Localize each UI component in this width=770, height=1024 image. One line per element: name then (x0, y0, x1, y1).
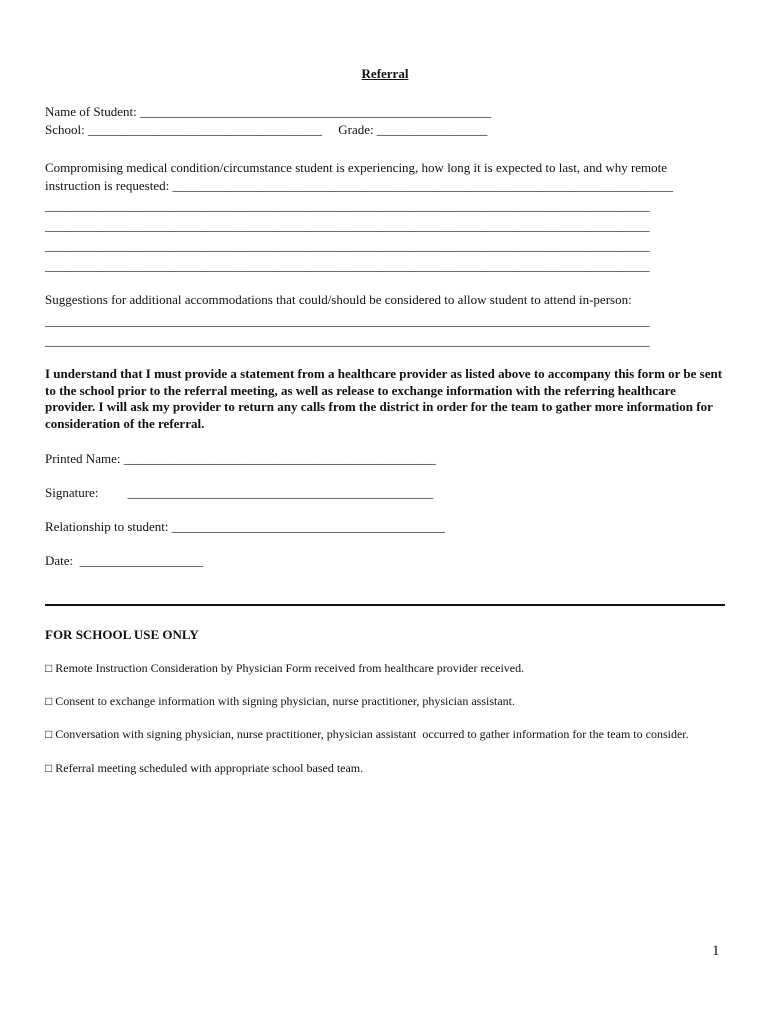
answer-blank-line: _____________________________________________________________________________________________ (45, 218, 650, 233)
date-field: Date: ___________________ (45, 553, 204, 568)
school-use-heading: FOR SCHOOL USE ONLY (45, 627, 199, 642)
school-grade-field: School: ____________________________________ Grade: _________________ (45, 122, 488, 137)
answer-blank-line: _____________________________________________________________________________________________ (45, 258, 650, 273)
page-title: Referral (361, 66, 409, 81)
answer-blank-line: _____________________________________________________________________________________________ (45, 198, 650, 213)
medical-condition-question-line2: instruction is requested: _____________________________________________________________________________ (45, 178, 673, 193)
school-use-checklist-item: □ Consent to exchange information with signing physician, nurse practitioner, physician assistant. (45, 694, 516, 708)
provider-statement: I understand that I must provide a statement from a healthcare provider as listed above to accompany this form or be sent to the school prior to the referral meeting, as well as release to exchange information with the referring healthcare provider. I will ask my provider to return any calls from the district in order for the team to gather more information for consideration of the referral. (45, 366, 723, 431)
section-divider (45, 604, 725, 606)
accommodations-question: Suggestions for additional accommodations that could/should be considered to allow student to attend in-person: (45, 292, 632, 307)
relationship-field: Relationship to student: __________________________________________ (45, 519, 445, 534)
answer-blank-line: _____________________________________________________________________________________________ (45, 238, 650, 253)
signature-field: Signature: _______________________________________________ (45, 485, 434, 500)
answer-blank-line: _____________________________________________________________________________________________ (45, 313, 650, 328)
school-use-checklist-item: □ Referral meeting scheduled with appropriate school based team. (45, 761, 364, 775)
school-use-checklist-item: □ Conversation with signing physician, nurse practitioner, physician assistant occurred to gather information for the team to consider. (45, 727, 689, 741)
school-use-checklist-item: □ Remote Instruction Consideration by Physician Form received from healthcare provider received. (45, 661, 525, 675)
answer-blank-line: _____________________________________________________________________________________________ (45, 333, 650, 348)
name-of-student-field: Name of Student: ______________________________________________________ (45, 104, 491, 119)
medical-condition-question: Compromising medical condition/circumstance student is experiencing, how long it is expected to last, and why remote (45, 160, 668, 175)
page-number: 1 (712, 943, 720, 959)
printed-name-field: Printed Name: ________________________________________________ (45, 451, 436, 466)
